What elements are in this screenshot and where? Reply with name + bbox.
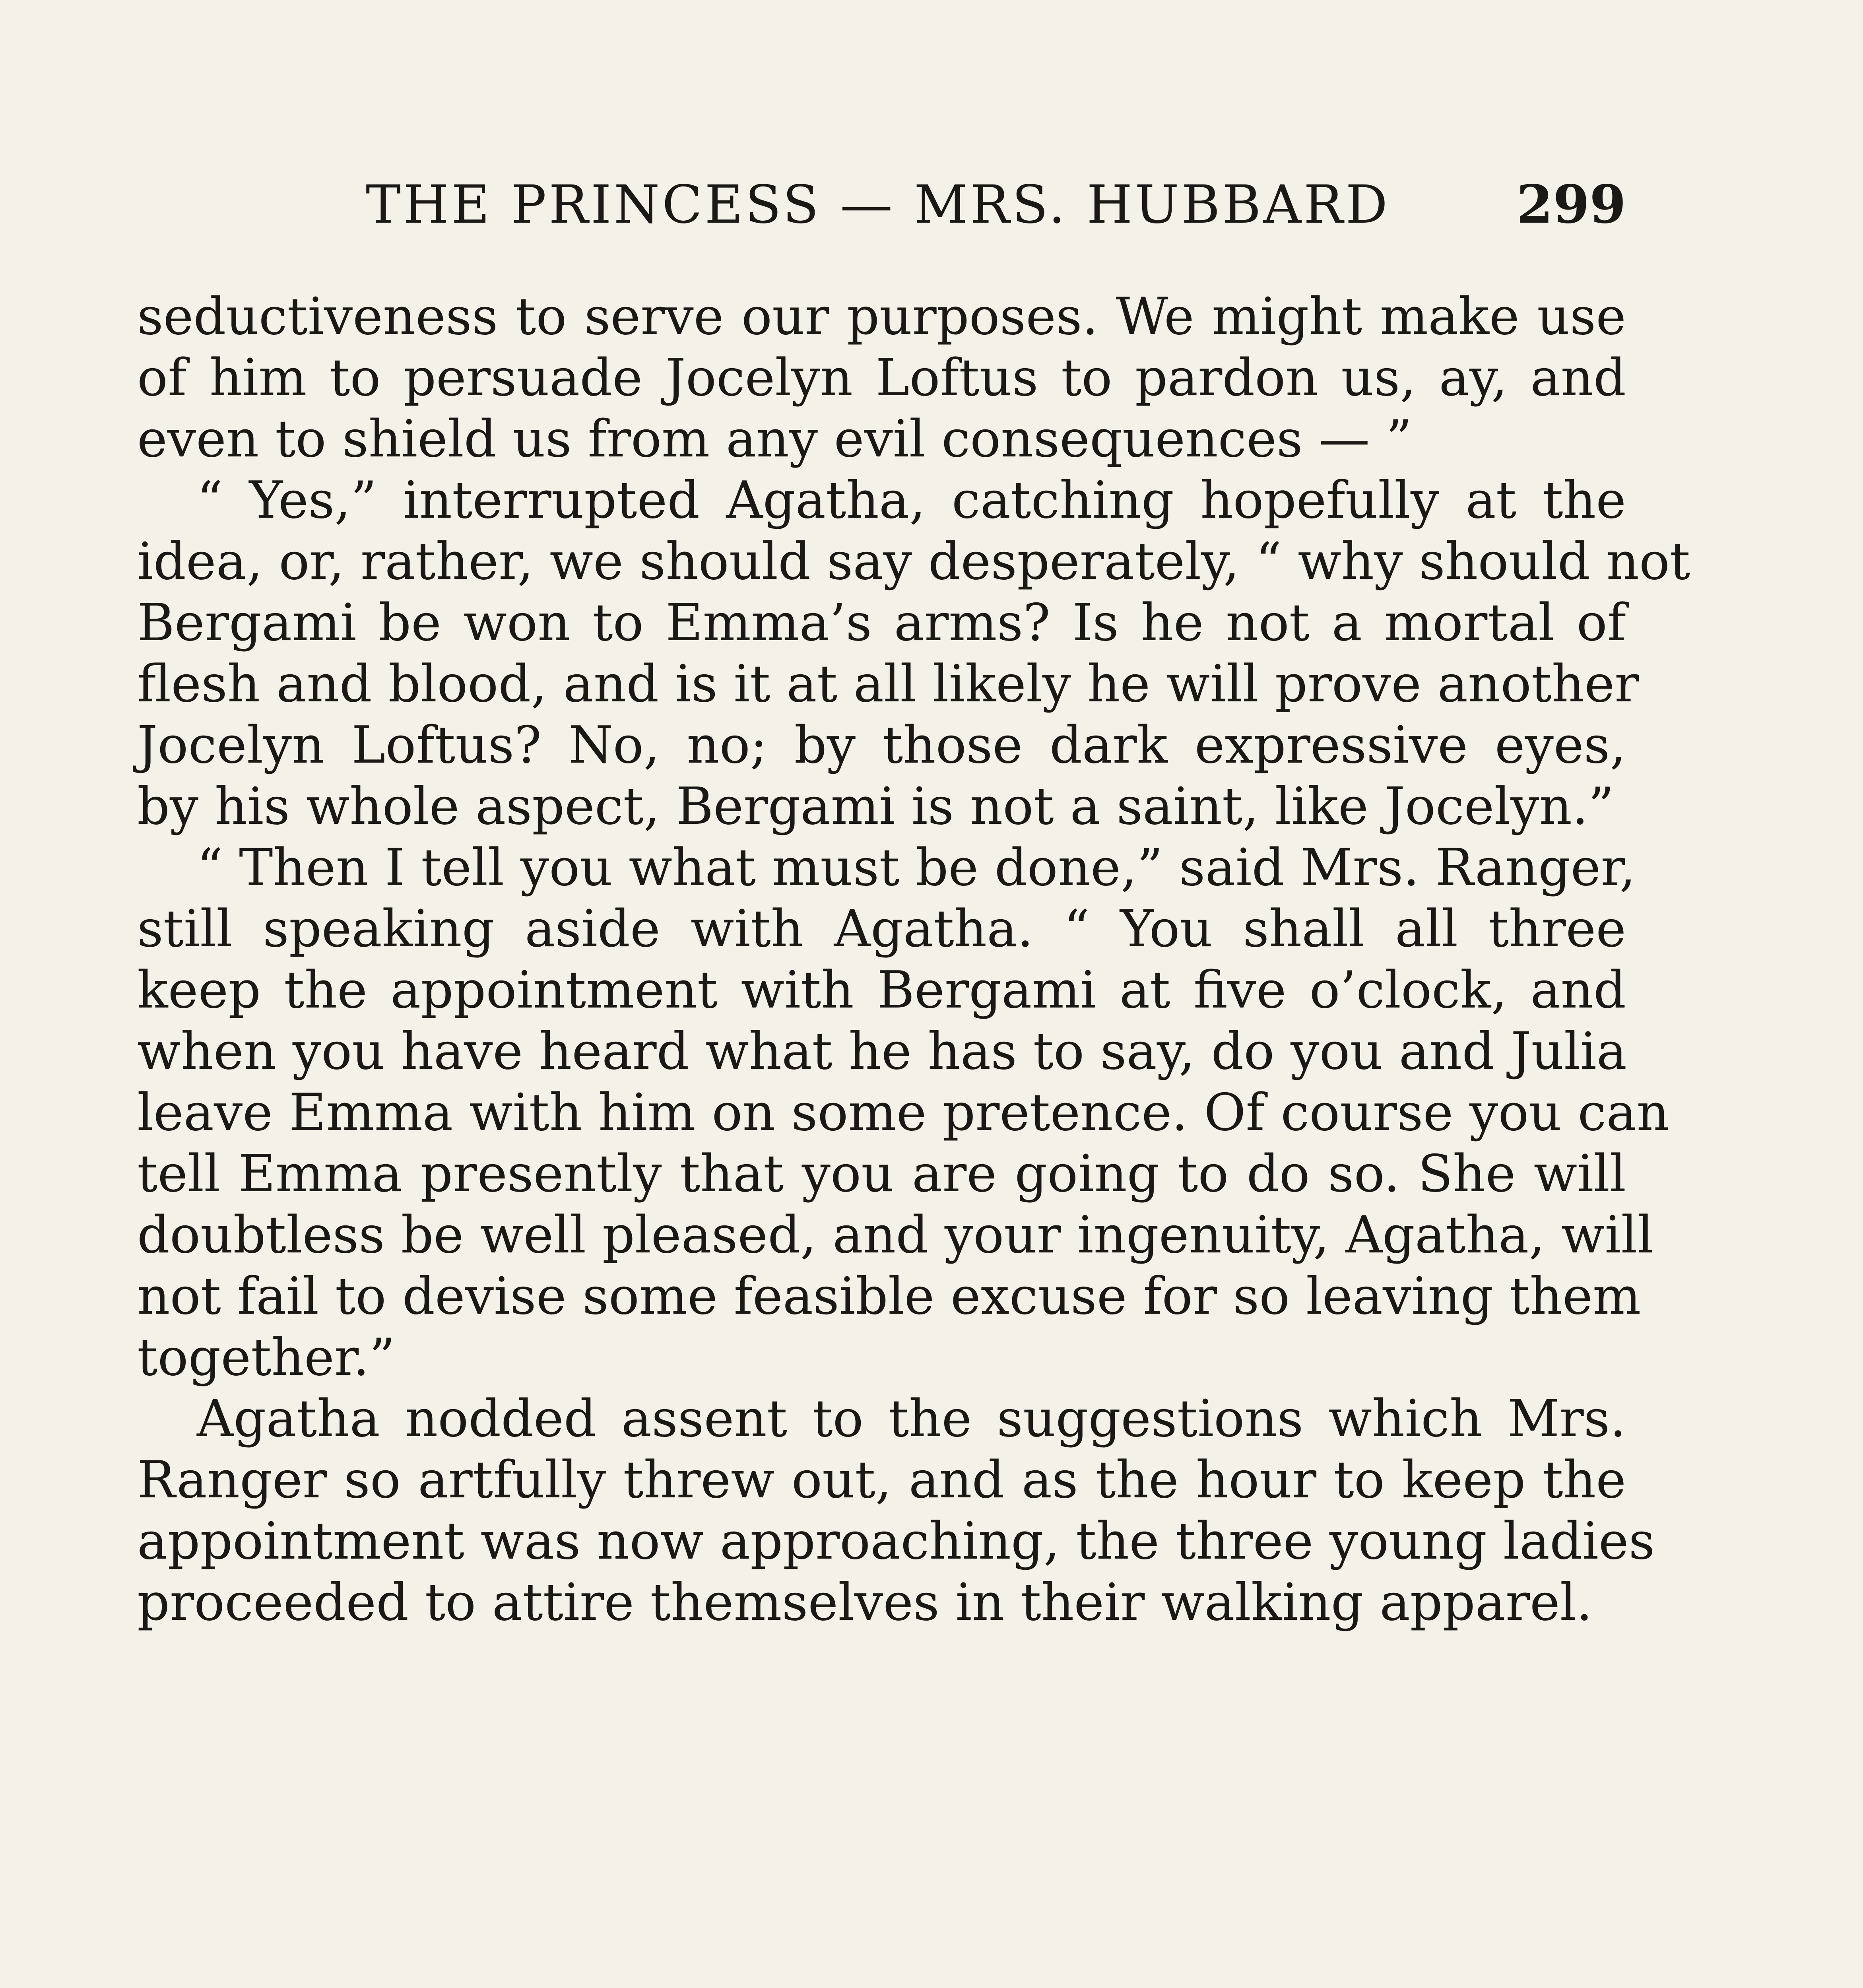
- text-line: not fail to devise some feasible excuse for so leaving them: [137, 1267, 1641, 1326]
- text-line: seductiveness to serve our purposes. We might make use: [137, 287, 1626, 346]
- text-line: doubtless be well pleased, and your ingenuity, Agatha, will: [137, 1206, 1654, 1265]
- text-line: proceeded to attire themselves in their walking apparel.: [137, 1573, 1593, 1632]
- page-number: 299: [1516, 174, 1626, 235]
- text-line: even to shield us from any evil consequences — ”: [137, 410, 1412, 469]
- text-line: Ranger so artfully threw out, and as the hour to keep the: [137, 1450, 1626, 1510]
- text-line: leave Emma with him on some pretence. Of course you can: [137, 1083, 1669, 1142]
- text-line: Bergami be won to Emma’s arms? Is he not a mortal of: [137, 593, 1626, 652]
- text-line: still speaking aside with Agatha. “ You shall all three: [137, 899, 1626, 959]
- text-line: Agatha nodded assent to the suggestions which Mrs.: [197, 1389, 1626, 1448]
- running-head: THE PRINCESS — MRS. HUBBARD: [366, 174, 1390, 235]
- text-line: appointment was now approaching, the three young ladies: [137, 1512, 1655, 1571]
- text-line: tell Emma presently that you are going to do so. She will: [137, 1144, 1626, 1204]
- text-line: by his whole aspect, Bergami is not a saint, like Jocelyn.”: [137, 777, 1615, 836]
- text-line: of him to persuade Jocelyn Loftus to pardon us, ay, and: [137, 348, 1626, 408]
- page-header: [137, 171, 1626, 239]
- text-line: “ Then I tell you what must be done,” said Mrs. Ranger,: [197, 838, 1636, 897]
- text-line: together.”: [137, 1328, 396, 1387]
- text-line: flesh and blood, and is it at all likely he will prove another: [137, 654, 1639, 714]
- text-line: “ Yes,” interrupted Agatha, catching hopefully at the: [197, 471, 1626, 530]
- text-line: keep the appointment with Bergami at five o’clock, and: [137, 961, 1626, 1020]
- text-line: when you have heard what he has to say, do you and Julia: [137, 1022, 1627, 1081]
- body-text: [137, 286, 1690, 1633]
- text-line: idea, or, rather, we should say desperately, “ why should not: [137, 532, 1690, 591]
- text-line: Jocelyn Loftus? No, no; by those dark expressive eyes,: [137, 716, 1626, 775]
